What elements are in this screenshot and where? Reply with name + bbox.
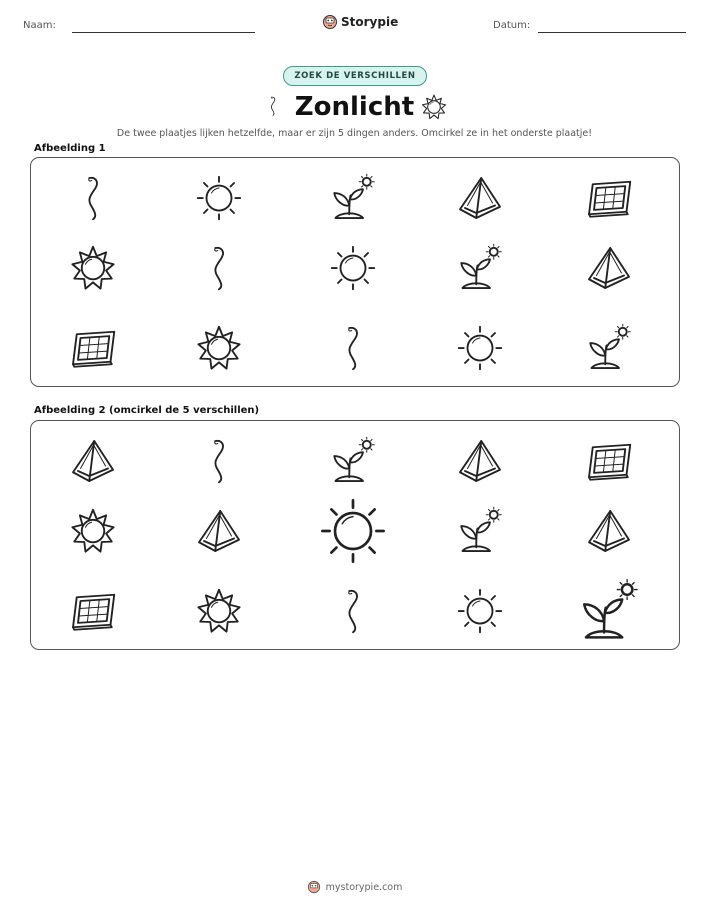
date-field[interactable] <box>538 32 686 33</box>
worm-icon <box>328 323 378 373</box>
name-field[interactable] <box>72 32 255 33</box>
solar-panel-icon <box>68 323 118 373</box>
mascot-icon <box>322 14 338 30</box>
worm-icon <box>68 173 118 223</box>
sun-icon[interactable] <box>455 586 505 636</box>
sprout-icon <box>328 173 378 223</box>
worm-icon[interactable] <box>328 586 378 636</box>
prism-icon <box>455 173 505 223</box>
sun-icon[interactable] <box>317 495 389 567</box>
picture1-panel <box>30 157 680 387</box>
solar-panel-icon <box>584 173 634 223</box>
sun-icon <box>328 243 378 293</box>
sprout-icon <box>584 323 634 373</box>
prism-icon[interactable] <box>584 506 634 556</box>
worm-icon[interactable] <box>194 436 244 486</box>
spiky-sun-icon[interactable] <box>194 586 244 636</box>
solar-panel-icon[interactable] <box>68 586 118 636</box>
picture2-label: Afbeelding 2 (omcirkel de 5 verschillen) <box>34 405 260 416</box>
footer-url: mystorypie.com <box>325 881 403 893</box>
name-label: Naam: <box>23 20 56 31</box>
picture2-panel[interactable] <box>30 420 680 650</box>
spiky-sun-icon <box>194 323 244 373</box>
instructions: De twee plaatjes lijken hetzelfde, maar er zijn 5 dingen anders. Omcirkel ze in het onderste plaatje! <box>116 128 593 139</box>
prism-icon <box>584 243 634 293</box>
title-spiky-sun-icon <box>420 93 448 121</box>
mascot-icon <box>307 880 321 894</box>
activity-badge: ZOEK DE VERSCHILLEN <box>283 66 427 86</box>
sprout-icon <box>455 243 505 293</box>
footer <box>0 880 709 894</box>
solar-panel-icon[interactable] <box>584 436 634 486</box>
brand-name: Storypie <box>341 15 399 29</box>
prism-icon[interactable] <box>455 436 505 486</box>
sun-icon <box>194 173 244 223</box>
sun-icon <box>455 323 505 373</box>
prism-icon[interactable] <box>194 506 244 556</box>
sprout-icon[interactable] <box>328 436 378 486</box>
worm-icon <box>194 243 244 293</box>
prism-icon[interactable] <box>68 436 118 486</box>
sprout-icon[interactable] <box>576 578 642 644</box>
sprout-icon[interactable] <box>455 506 505 556</box>
spiky-sun-icon <box>68 243 118 293</box>
storypie-logo <box>322 14 398 30</box>
picture1-label: Afbeelding 1 <box>34 143 106 154</box>
spiky-sun-icon[interactable] <box>68 506 118 556</box>
date-label: Datum: <box>493 20 531 31</box>
page-title: Zonlicht <box>294 92 415 122</box>
